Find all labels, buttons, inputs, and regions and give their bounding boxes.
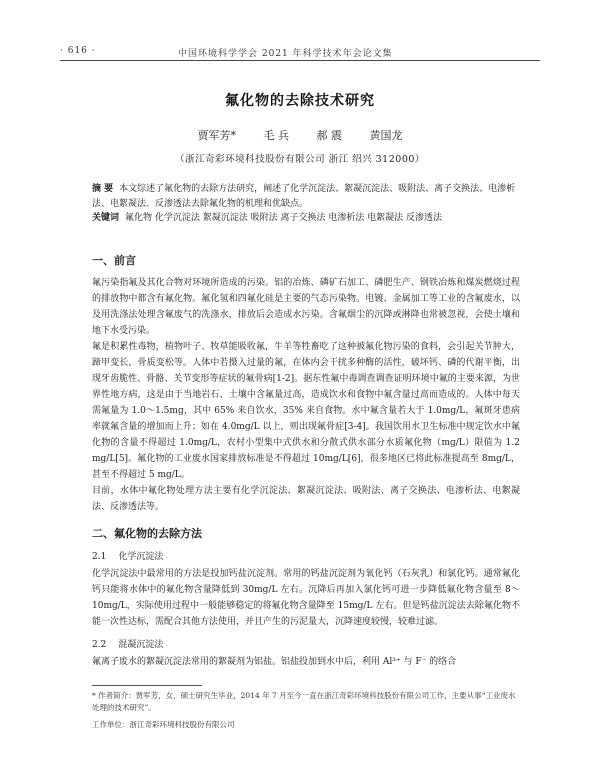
work-unit: 工作单位：浙江奇彩环境科技股份有限公司 xyxy=(92,720,235,729)
paragraph: 氟是积累性毒物，植物叶子、牧草能吸收氟，牛羊等牲畜吃了这种被氟化物污染的食料，会引起关节肿大，蹄甲变长，骨质变松等。人体中若摄入过量的氟，在体内会干扰多种酶的活性，破坏钙、磷的代谢平衡，出现牙齿脆性、骨骼、关节变形等症状的氟骨病[1-2]。据东性氟中毒调查调查证明环境中氟的主要来源，为世界性地方病，这是由于当地岩石、土壤中含氟量过高，造成饮水和食物中氟含量过高而造成的。人体中每天需氟量为 1.0～1.5mg，其中 65% 来自饮水，35% 来自食物。水中氟含量若大于 1.0mg/L，氟斑牙患病率就氟含量的增加而上升；如在 4.0mg/L 以上，则出现氟骨症[3-4]。我国饮用水卫生标准中规定饮水中氟化物的含量不得超过 1.0mg/L，农村小型集中式供水和分散式供水部分水质氟化物（mg/L）限值为 1.2 mg/L[5]。氟化物的工业废水国家排放标准是不得超过 10mg/L[6]，很多地区已将此标准提高至 8mg/L，甚至不得超过 5 mg/L。 xyxy=(92,342,520,480)
author: 毛 兵 xyxy=(263,129,289,142)
chemical-precipitation-body xyxy=(92,566,520,630)
paragraph: 目前，水体中氟化物处理方法主要有化学沉淀法、絮凝沉淀法、吸附法、离子交换法、电渗析法、电絮凝法、反渗透法等。 xyxy=(92,486,520,512)
keywords xyxy=(92,211,518,226)
keywords-text: 氟化物 化学沉淀法 絮凝沉淀法 吸附法 离子交换法 电渗析法 电絮凝法 反渗透法 xyxy=(125,213,443,223)
author-list xyxy=(0,127,600,143)
header-rule xyxy=(60,60,540,61)
subsection-title: 化学沉淀法 xyxy=(118,552,164,562)
affiliation: （浙江奇彩环境科技股份有限公司 浙江 绍兴 312000） xyxy=(175,154,425,165)
footnote-rule xyxy=(92,685,202,686)
subsection-heading xyxy=(92,637,163,650)
section-heading-methods: 二、氟化物的去除方法 xyxy=(92,527,202,540)
subsection-number: 2.1 xyxy=(92,552,107,562)
subsection-title: 混凝沉淀法 xyxy=(118,640,164,650)
author: 贾军芳* xyxy=(197,129,236,142)
abstract-label: 摘 要 xyxy=(92,184,114,194)
running-header xyxy=(60,44,540,60)
paragraph: 化学沉淀法中最常用的方法是投加钙盐沉淀剂。常用的钙盐沉淀剂为氧化钙（石灰乳）和氯化钙。通常氟化钙只能将水体中的氟化物含量降低到 30mg/L 左右。沉降后再加入氯化钙可进一步降低氟化物含量至 8～10mg/L，实际使用过程中一般能够稳定的将氟化物含量降至 15mg/L 左右。但是钙盐沉淀法去除氟化物不能一次性达标，需配合其他方法使用，并且产生的污泥量大，沉降速度较慢，较难过滤。 xyxy=(92,569,520,627)
subsection-number: 2.2 xyxy=(92,640,107,650)
paragraph: 氟离子废水的絮凝沉淀法常用的絮凝剂为铝盐。铝盐投加到水中后，利用 Al³⁺ 与 F⁻ 的络合 xyxy=(92,657,457,667)
abstract xyxy=(92,182,518,212)
abstract-text: 本文综述了氟化物的去除方法研究，阐述了化学沉淀法、絮凝沉淀法、吸附法、离子交换法、电渗析法、电絮凝法、反渗透法去除氟化物的机理和优缺点。 xyxy=(92,184,516,209)
coagulation-body xyxy=(92,654,520,670)
author: 黄国龙 xyxy=(369,129,403,142)
conference-name: 中国环境科学学会 2021 年科学技术年会论文集 xyxy=(178,49,393,59)
keywords-label: 关键词 xyxy=(92,213,120,223)
page-number: · 616 · xyxy=(60,46,96,56)
intro-body xyxy=(92,275,520,515)
section-heading-intro: 一、前言 xyxy=(92,254,136,267)
paper-title: 氟化物的去除技术研究 xyxy=(225,93,375,109)
author-footnote: * 作者简介：贾军芳，女，硕士研究生毕业，2014 年 7 月至今一直在浙江奇彩环境科技股份有限公司工作，主要从事“工业废水处理的技术研究”。 xyxy=(92,691,516,712)
subsection-heading xyxy=(92,549,163,562)
paragraph: 氟污染指氟及其化合物对环境所造成的污染。铝的冶炼、磷矿石加工、磷肥生产、钢铁冶炼和煤炭燃烧过程的排放物中都含有氟化物。氟化氢和四氟化硅是主要的气态污染物。电镀、金属加工等工业的含氟废水，以及用洗涤法处理含氟废气的洗涤水，排放后会造成水污染。含氟烟尘的沉降或淋降也常被忽视，会使土壤和地下水受污染。 xyxy=(92,278,520,336)
author: 郝 震 xyxy=(316,129,342,142)
